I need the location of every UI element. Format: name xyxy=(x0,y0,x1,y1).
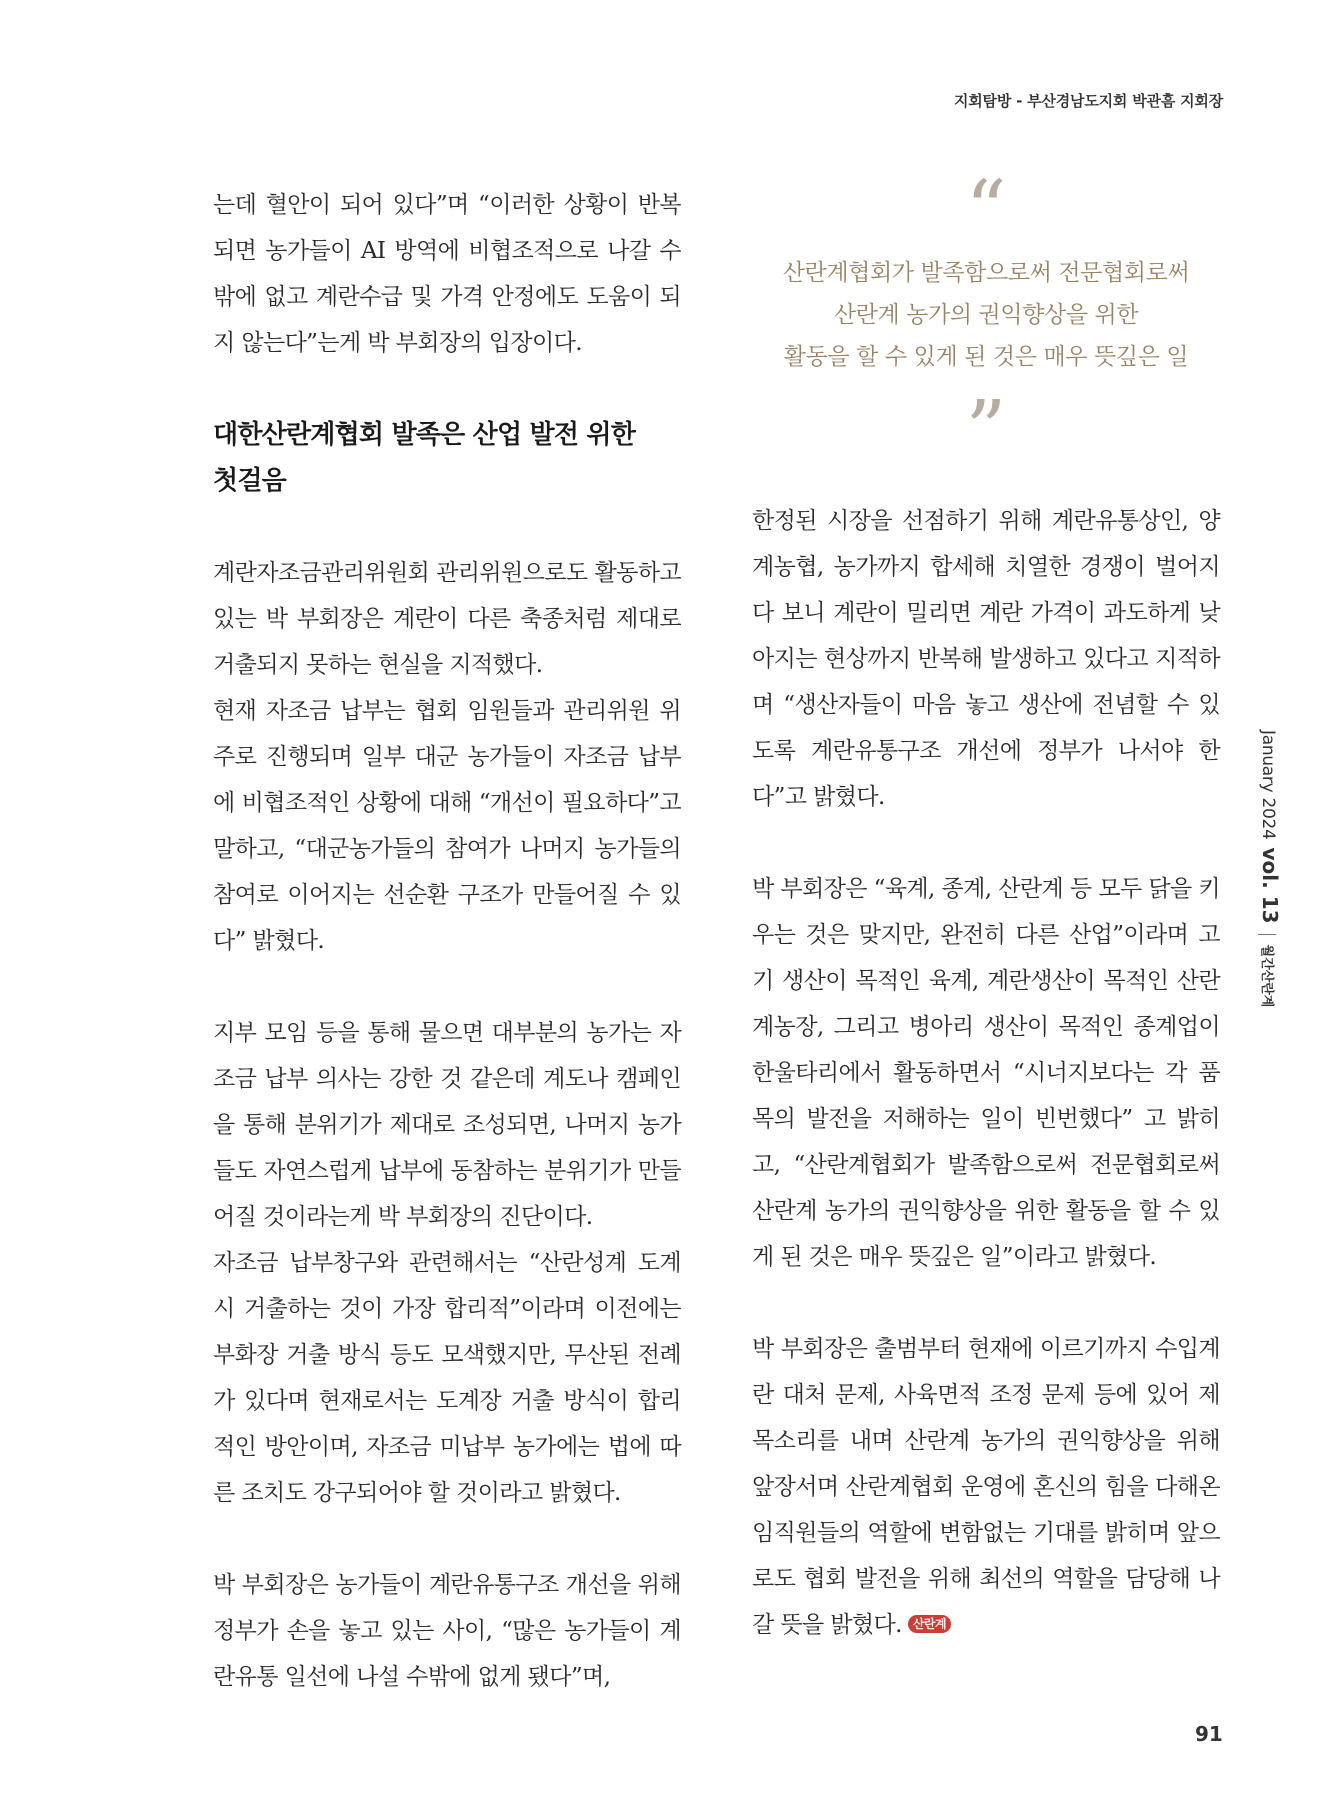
subheading-line: 대한산란계협회 발족은 산업 발전 위한 xyxy=(213,420,636,450)
publication-name: 월간산란계 xyxy=(1259,944,1274,1008)
body-paragraph: 현재 자조금 납부는 협회 임원들과 관리위원 위주로 진행되며 일부 대군 농가들이 자조금 납부에 비협조적인 상황에 대해 “개선이 필요하다”고 말하고, “대군농가들의 참여가 나머지 농가들의 참여로 이어지는 선순환 구조가 만들어질 수 있다” 밝혔다. xyxy=(213,698,681,954)
section-subheading xyxy=(213,412,681,504)
body-paragraph: 한정된 시장을 선점하기 위해 계란유통상인, 양계농협, 농가까지 합세해 치열한 경쟁이 벌어지다 보니 계란이 밀리면 계란 가격이 과도하게 낮아지는 현상까지 반복해 발생하고 있다고 지적하며 “생산자들이 마음 놓고 생산에 전념할 수 있도록 계란유통구조 개선에 정부가 나서야 한다”고 밝혔다. xyxy=(752,508,1220,810)
close-quote-icon: ” xyxy=(965,383,1007,476)
pull-quote xyxy=(752,163,1220,476)
left-column xyxy=(213,182,681,1700)
body-paragraph: 박 부회장은 “육계, 종계, 산란계 등 모두 닭을 키우는 것은 맞지만, 완전히 다른 산업”이라며 고기 생산이 목적인 육계, 계란생산이 목적인 산란계농장, 그리고 병아리 생산이 목적인 종계업이 한울타리에서 활동하면서 “시너지보다는 각 품목의 발전을 저해하는 일이 빈번했다” 고 밝히고, “산란계협회가 발족함으로써 전문협회로써 산란계 농가의 권익향상을 위한 활동을 할 수 있게 된 것은 매우 뜻깊은 일”이라고 밝혔다. xyxy=(752,876,1220,1270)
issue-month-year: January 2024 xyxy=(1258,730,1278,840)
pull-quote-line: 활동을 할 수 있게 된 것은 매우 뜻깊은 일 xyxy=(783,344,1189,370)
body-paragraph: 자조금 납부창구와 관련해서는 “산란성계 도계시 거출하는 것이 가장 합리적”이라며 이전에는 부화장 거출 방식 등도 모색했지만, 무산된 전례가 있다며 현재로서는 도계장 거출 방식이 합리적인 방안이며, 자조금 미납부 농가에는 법에 따른 조치도 강구되어야 할 것이라고 밝혔다. xyxy=(213,1250,681,1506)
pull-quote-line: 산란계 농가의 권익향상을 위한 xyxy=(833,302,1139,328)
page-number: 91 xyxy=(1195,1722,1223,1746)
pull-quote-text xyxy=(752,252,1220,378)
open-quote-icon: “ xyxy=(965,163,1007,256)
body-paragraph: 는데 혈안이 되어 있다”며 “이러한 상황이 반복되면 농가들이 AI 방역에 비협조적으로 나갈 수밖에 없고 계란수급 및 가격 안정에도 도움이 되지 않는다”는게 박 부회장의 입장이다. xyxy=(213,192,681,356)
body-paragraph: 박 부회장은 농가들이 계란유통구조 개선을 위해 정부가 손을 놓고 있는 사이, “많은 농가들이 계란유통 일선에 나설 수밖에 없게 됐다”며, xyxy=(213,1572,681,1690)
issue-volume: vol. 13 xyxy=(1258,847,1282,924)
side-issue-label xyxy=(1260,730,1280,1030)
end-mark-logo: 산란계 xyxy=(908,1615,951,1633)
right-column xyxy=(752,498,1220,1648)
running-head: 지회탐방 - 부산경남도지회 박관흠 지회장 xyxy=(953,92,1223,110)
body-paragraph: 지부 모임 등을 통해 물으면 대부분의 농가는 자조금 납부 의사는 강한 것 같은데 계도나 캠페인을 통해 분위기가 제대로 조성되면, 나머지 농가들도 자연스럽게 납부에 동참하는 분위기가 만들어질 것이라는게 박 부회장의 진단이다. xyxy=(213,1020,681,1230)
body-text: 박 부회장은 출범부터 현재에 이르기까지 수입계란 대처 문제, 사육면적 조정 문제 등에 있어 제목소리를 내며 산란계 농가의 권익향상을 위해 앞장서며 산란계협회 운영에 혼신의 힘을 다해온 임직원들의 역할에 변함없는 기대를 밝히며 앞으로도 협회 발전을 위해 최선의 역할을 담당해 나갈 뜻을 밝혔다. xyxy=(752,1336,1220,1638)
subheading-line: 첫걸음 xyxy=(213,466,286,496)
side-divider xyxy=(1259,934,1277,935)
body-paragraph: 계란자조금관리위원회 관리위원으로도 활동하고 있는 박 부회장은 계란이 다른 축종처럼 제대로 거출되지 못하는 현실을 지적했다. xyxy=(213,560,681,678)
body-paragraph xyxy=(752,1326,1220,1648)
pull-quote-line: 산란계협회가 발족함으로써 전문협회로써 xyxy=(782,260,1190,286)
